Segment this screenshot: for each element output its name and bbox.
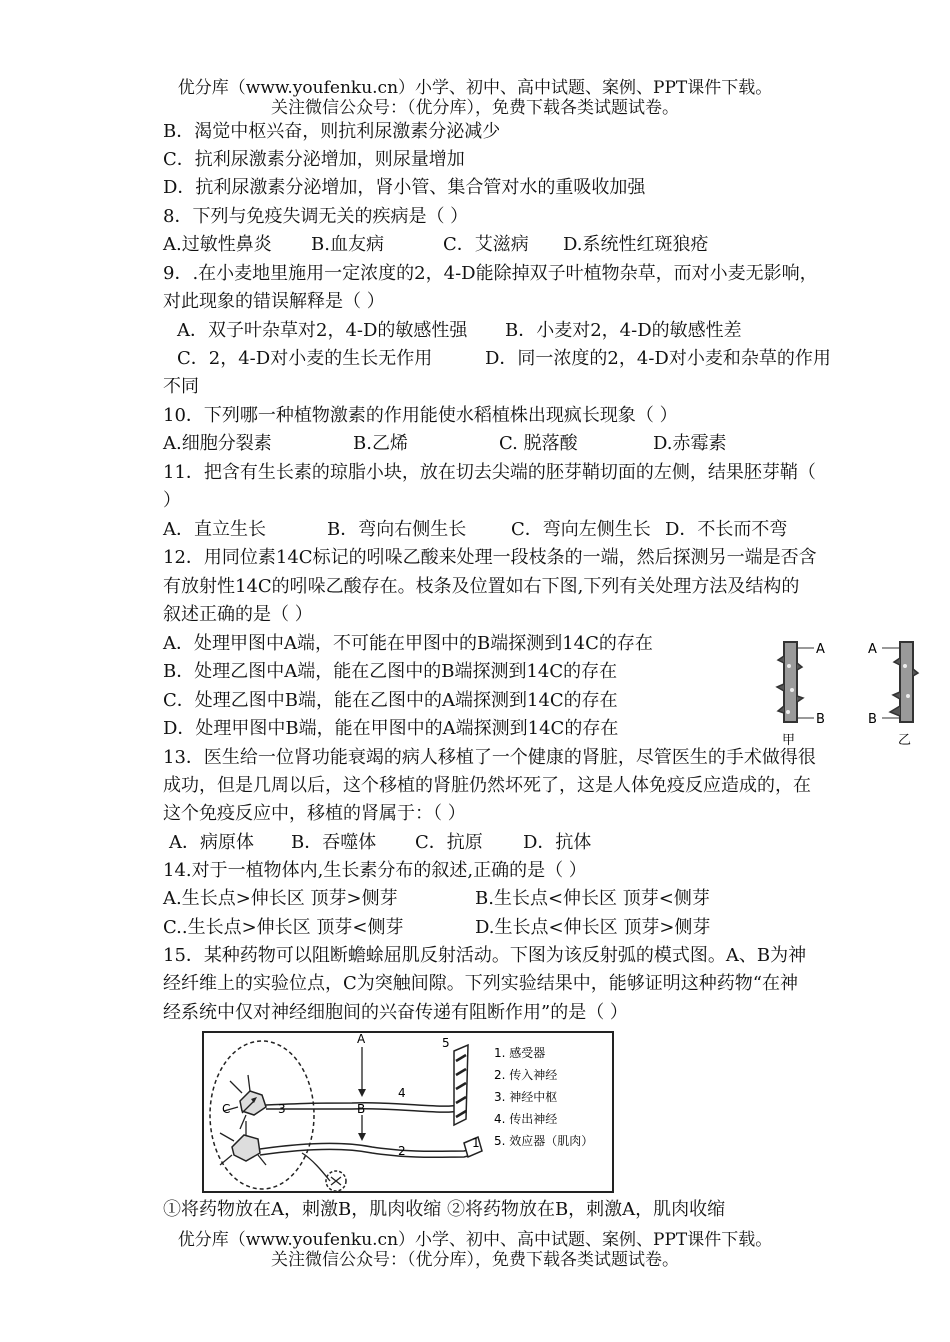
q10-option-a: A.细胞分裂素 <box>163 433 272 454</box>
q8-option-b: B.血友病 <box>311 234 384 255</box>
q15-stem-3: 经系统中仅对神经细胞间的兴奋传递有阻断作用”的是（ ） <box>163 1002 628 1023</box>
q7-option-b: B．渴觉中枢兴奋，则抗利尿激素分泌减少 <box>163 121 501 142</box>
q10-option-c: C. 脱落酸 <box>499 433 578 454</box>
q9-stem-1: 9．.在小麦地里施用一定浓度的2，4-D能除掉双子叶植物杂草，而对小麦无影响， <box>163 263 818 284</box>
q13-option-b: B．吞噬体 <box>291 832 377 853</box>
q14-option-d: D.生长点<伸长区 顶芽>侧芽 <box>475 917 711 938</box>
q13-options <box>163 831 863 855</box>
q11-stem-1: 11．把含有生长素的琼脂小块，放在切去尖端的胚芽鞘切面的左侧，结果胚芽鞘（ <box>163 462 816 483</box>
q15-options-line: ①将药物放在A，刺激B，肌肉收缩 ②将药物放在B，刺激A，肌肉收缩 <box>163 1199 726 1220</box>
q8-options <box>163 233 863 257</box>
q10-option-b: B.乙烯 <box>353 433 408 454</box>
q9-option-d: D．同一浓度的2，4-D对小麦和杂草的作用 <box>485 348 831 369</box>
q10-stem: 10．下列哪一种植物激素的作用能使水稻植株出现疯长现象（ ） <box>163 405 678 426</box>
stem-yi-label-a: A <box>868 642 877 657</box>
q10-options <box>163 432 863 456</box>
q14-stem: 14.对于一植物体内,生长素分布的叙述,正确的是（ ） <box>163 860 587 881</box>
q9-stem-2: 对此现象的错误解释是（ ） <box>163 291 385 312</box>
stem-jia-caption: 甲 <box>782 733 796 748</box>
q9-option-a: A．双子叶杂草对2，4-D的敏感性强 <box>177 320 468 341</box>
q9-option-b: B．小麦对2，4-D的敏感性差 <box>505 320 742 341</box>
stem-yi-caption: 乙 <box>898 733 912 748</box>
q14-options-row-2 <box>163 916 863 940</box>
q14-option-a: A.生长点>伸长区 顶芽>侧芽 <box>163 888 398 909</box>
q13-option-a: A．病原体 <box>169 832 254 853</box>
legend-item-1: 1. 感受器 <box>494 1046 546 1060</box>
q8-option-a: A.过敏性鼻炎 <box>163 234 272 255</box>
q7-option-d: D．抗利尿激素分泌增加，肾小管、集合管对水的重吸收加强 <box>163 177 646 198</box>
header-line-1: 优分库（www.youfenku.cn）小学、初中、高中试题、案例、PPT课件下载。 <box>177 78 773 98</box>
q12-option-b: B．处理乙图中A端，能在乙图中的B端探测到14C的存在 <box>163 661 618 682</box>
q15-stem-2: 经纤维上的实验位点，C为突触间隙。下列实验结果中，能够证明这种药物“在神 <box>163 973 798 994</box>
reflex-num-5: 5 <box>442 1036 450 1050</box>
q11-option-b: B．弯向右侧生长 <box>327 519 467 540</box>
q8-option-d: D.系统性红斑狼疮 <box>563 234 709 255</box>
q12-stem-1: 12．用同位素14C标记的吲哚乙酸来处理一段枝条的一端，然后探测另一端是否含 <box>163 547 817 568</box>
legend-item-3: 3. 神经中枢 <box>494 1090 558 1104</box>
reflex-arc-figure <box>202 1031 614 1193</box>
q8-stem: 8．下列与免疫失调无关的疾病是（ ） <box>163 206 469 227</box>
q14-options-row-1 <box>163 887 863 911</box>
stem-figure <box>768 636 920 748</box>
q13-stem-2: 成功，但是几周以后，这个移植的肾脏仍然坏死了，这是人体免疫反应造成的，在 <box>163 775 811 796</box>
q15-stem-1: 15．某种药物可以阻断蟾蜍屈肌反射活动。下图为该反射弧的模式图。A、B为神 <box>163 945 807 966</box>
q14-option-b: B.生长点<伸长区 顶芽<侧芽 <box>475 888 710 909</box>
q11-option-c: C．弯向左侧生长 <box>511 519 651 540</box>
q13-stem-3: 这个免疫反应中，移植的肾属于：（ ） <box>163 803 466 824</box>
q8-option-c: C．艾滋病 <box>443 234 529 255</box>
reflex-num-3: 3 <box>278 1102 286 1116</box>
q12-option-c: C．处理乙图中B端，能在乙图中的A端探测到14C的存在 <box>163 690 618 711</box>
q9-options-row-2 <box>163 347 863 371</box>
legend-item-4: 4. 传出神经 <box>494 1112 558 1126</box>
reflex-label-a: A <box>357 1032 366 1046</box>
q11-option-a: A．直立生长 <box>163 519 266 540</box>
q11-option-d: D．不长而不弯 <box>665 519 788 540</box>
reflex-label-b: B <box>357 1102 366 1116</box>
q11-stem-2: ） <box>163 490 181 511</box>
effector-muscle <box>454 1045 468 1125</box>
q14-option-c: C..生长点>伸长区 顶芽<侧芽 <box>163 917 404 938</box>
stem-yi-label-b: B <box>868 712 877 727</box>
q9-options-row-1 <box>163 319 863 343</box>
q7-option-c: C．抗利尿激素分泌增加，则尿量增加 <box>163 149 465 170</box>
q13-option-d: D．抗体 <box>523 832 592 853</box>
q9-option-d-cont: 不同 <box>163 376 199 397</box>
reflex-label-c: C <box>222 1102 231 1116</box>
q11-options <box>163 518 863 542</box>
stem-jia <box>777 642 825 748</box>
q12-option-d: D．处理甲图中B端，能在甲图中的A端探测到14C的存在 <box>163 718 619 739</box>
q12-stem-2: 有放射性14C的吲哚乙酸存在。枝条及位置如右下图,下列有关处理方法及结构的 <box>163 576 800 597</box>
stem-jia-label-b: B <box>816 712 825 727</box>
legend-item-2: 2. 传入神经 <box>494 1068 558 1082</box>
reflex-num-4: 4 <box>398 1086 406 1100</box>
q12-stem-3: 叙述正确的是（ ） <box>163 604 313 625</box>
footer-line-2: 关注微信公众号：（优分库），免费下载各类试题试卷。 <box>271 1250 679 1270</box>
q10-option-d: D.赤霉素 <box>653 433 727 454</box>
reflex-num-1: 1 <box>472 1136 480 1150</box>
reflex-num-2: 2 <box>398 1144 406 1158</box>
stem-jia-label-a: A <box>816 642 825 657</box>
stem-yi <box>868 642 918 748</box>
q12-option-a: A．处理甲图中A端，不可能在甲图中的B端探测到14C的存在 <box>163 633 653 654</box>
header-line-2: 关注微信公众号：（优分库），免费下载各类试题试卷。 <box>271 98 679 118</box>
q13-option-c: C．抗原 <box>415 832 483 853</box>
legend-item-5: 5. 效应器（肌肉） <box>494 1134 594 1148</box>
q13-stem-1: 13．医生给一位肾功能衰竭的病人移植了一个健康的肾脏，尽管医生的手术做得很 <box>163 747 816 768</box>
footer-line-1: 优分库（www.youfenku.cn）小学、初中、高中试题、案例、PPT课件下载。 <box>177 1230 773 1250</box>
q9-option-c: C．2，4-D对小麦的生长无作用 <box>177 348 433 369</box>
